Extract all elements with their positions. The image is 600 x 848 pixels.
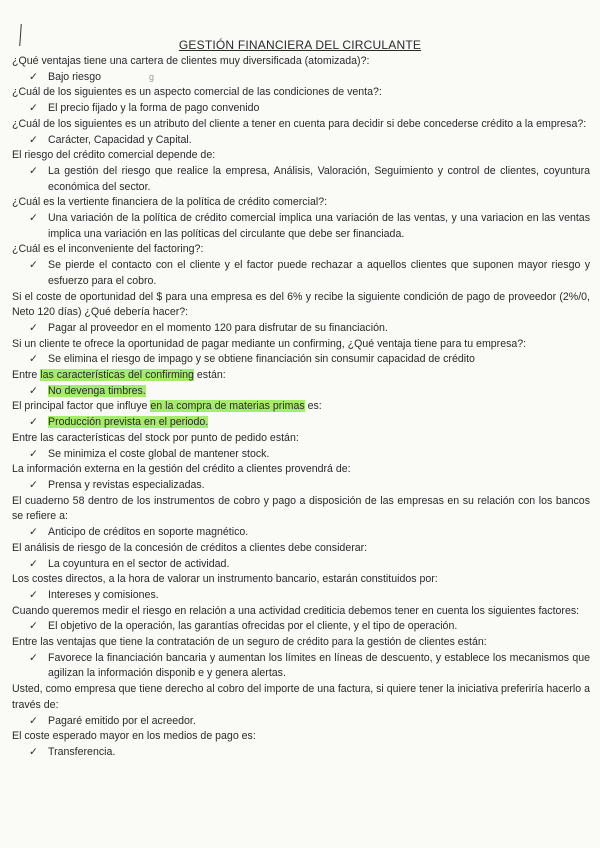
checkmark-icon: ✓ [29,416,38,429]
answer-11: ✓ Se minimiza el coste global de mantener stock. [12,447,590,463]
question-14: El análisis de riesgo de la concesión de créditos a clientes debe considerar: [12,541,368,554]
answer-9 [12,384,590,400]
answer-15: ✓ Intereses y comisiones. [12,588,590,604]
checkmark-icon: ✓ [29,526,38,539]
checkmark-icon: ✓ [29,651,38,664]
question-16: Cuando queremos medir el riesgo en relación a una actividad crediticia debemos tener en cuenta los siguientes factores: [12,604,580,617]
checkmark-icon: ✓ [29,557,38,570]
question-10: El principal factor que influye en la compra de materias primas es: [12,400,322,413]
highlighted-text: en la compra de materias primas [150,400,305,413]
checkmark-icon: ✓ [29,259,38,272]
highlighted-answer: Producción prevista en el periodo. [48,416,209,429]
answer-19: ✓ Transferencia. [12,745,590,761]
answer-7: ✓ Pagar al proveedor en el momento 120 para disfrutar de su financiación. [12,321,590,337]
page-title: GESTIÓN FINANCIERA DEL CIRCULANTE [178,38,422,52]
checkmark-icon: ✓ [29,70,38,83]
checkmark-icon: ✓ [29,212,38,225]
checkmark-icon: ✓ [29,714,38,727]
question-7: Si el coste de oportunidad del $ para una empresa es del 6% y recibe la siguiente condición de pago de proveedor (2%/0, Neto 120 días) ¿Qué debería hacer?: [12,290,590,319]
checkmark-icon: ✓ [29,447,38,460]
question-1: ¿Qué ventajas tiene una cartera de clientes muy diversificada (atomizada)?: [12,55,370,67]
question-3: ¿Cuál de los siguientes es un atributo del cliente a tener en cuenta para decidir si debe concederse crédito a la empresa?: [12,117,587,130]
question-list [12,54,590,761]
question-19: El coste esperado mayor en los medios de pago es: [12,730,256,743]
question-12: La información externa en la gestión del crédito a clientes provendrá de: [12,463,351,476]
question-5: ¿Cuál es la vertiente financiera de la política de crédito comercial?: [12,196,328,209]
question-13: El cuaderno 58 dentro de los instrumentos de cobro y pago a disposición de las empresas en su relación con los bancos se refiere a: [12,494,590,523]
answer-4: ✓ La gestión del riesgo que realice la empresa, Análisis, Valoración, Seguimiento y control de clientes, coyuntura económica del sector. [29,164,590,193]
question-17: Entre las ventajas que tiene la contratación de un seguro de crédito para la gestión de clientes están: [12,636,487,649]
question-2: ¿Cuál de los siguientes es un aspecto comercial de las condiciones de venta?: [12,86,382,99]
question-8: Si un cliente te ofrece la oportunidad de pagar mediante un confirming, ¿Qué ventaja tiene para tu empresa?: [12,337,527,350]
question-4: El riesgo del crédito comercial depende de: [12,149,216,162]
answer-8: ✓ Se elimina el riesgo de impago y se obtiene financiación sin consumir capacidad de crédito [12,352,590,368]
checkmark-icon: ✓ [29,745,38,758]
answer-6: ✓ Se pierde el contacto con el cliente y el factor puede rechazar a aquellos clientes que suponen mayor riesgo y esfuerzo para el cobro. [29,259,590,287]
highlighted-answer: No devenga timbres. [48,384,146,397]
answer-5: ✓ Una variación de la política de crédito comercial implica una variación de las ventas, y una variacion en las ventas implica una variación en las políticas del circulante que debe ser financiada. [29,212,590,240]
question-6: ¿Cuál es el inconveniente del factoring?: [12,243,204,256]
question-18: Usted, como empresa que tiene derecho al cobro del importe de una factura, si quiere tener la iniciativa preferiría hacerlo a través de: [12,683,590,711]
stray-mark: g [149,71,155,82]
question-11: Entre las características del stock por punto de pedido están: [12,431,299,444]
answer-13: ✓ Anticipo de créditos en soporte magnético. [12,525,590,541]
question-15: Los costes directos, a la hora de valorar un instrumento bancario, estarán constituidos por: [12,573,438,586]
answer-17: ✓ Favorece la financiación bancaria y aumentan los límites en líneas de descuento, y establece los mecanismos que agilizan la información disponib e y genera alertas. [29,651,590,680]
answer-2: ✓ El precio fijado y la forma de pago convenido [12,101,590,117]
answer-14: ✓ La coyuntura en el sector de actividad. [12,557,590,573]
highlighted-text: las características del confirming [40,369,194,382]
answer-12: ✓ Prensa y revistas especializadas. [12,478,590,494]
answer-16: ✓ El objetivo de la operación, las garantías ofrecidas por el cliente, y el tipo de operación. [12,619,590,635]
checkmark-icon: ✓ [29,620,38,633]
checkmark-icon: ✓ [29,133,38,146]
answer-3: ✓ Carácter, Capacidad y Capital. [12,133,590,149]
checkmark-icon: ✓ [29,164,38,177]
checkmark-icon: ✓ [29,588,38,601]
answer-1: ✓ Bajo riesgo g [12,70,590,86]
checkmark-icon: ✓ [29,353,38,366]
answer-10 [12,415,590,431]
question-9: Entre las características del confirming están: [12,369,226,382]
answer-18: ✓ Pagaré emitido por el acreedor. [12,714,590,730]
checkmark-icon: ✓ [29,478,38,491]
checkmark-icon: ✓ [29,321,38,334]
checkmark-icon: ✓ [29,102,38,115]
checkmark-icon: ✓ [29,384,38,397]
